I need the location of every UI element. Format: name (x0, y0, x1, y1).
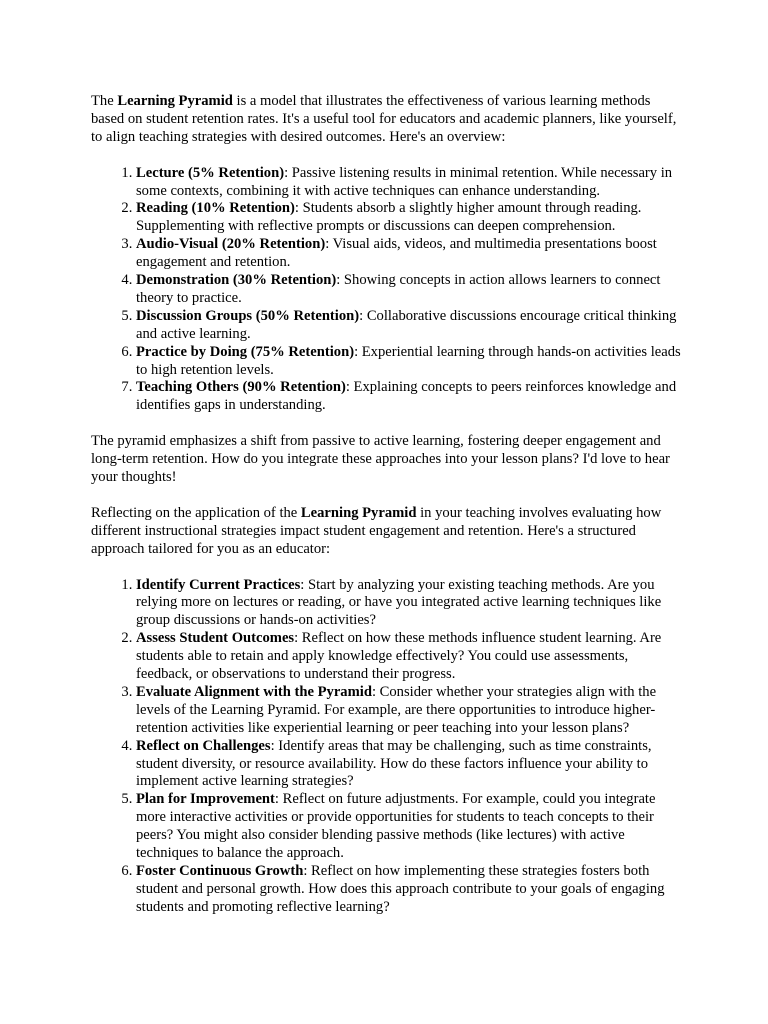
list-item: 2. Assess Student Outcomes: Reflect on how these methods influence student learning. Are students able to retain and apply knowledge effectively? You could use assessments, feedback, or observations to understand their progress. (136, 630, 682, 684)
list-item: 5. Discussion Groups (50% Retention): Collaborative discussions encourage critical thinking and active learning. (136, 308, 682, 344)
list-item: 3. Evaluate Alignment with the Pyramid: Consider whether your strategies align with the levels of the Learning Pyramid. For example, are there opportunities to introduce higher-retention activities like experiential learning or peer teaching into your lesson plans? (136, 684, 682, 738)
summary-paragraph: The pyramid emphasizes a shift from passive to active learning, fostering deeper engagement and long-term retention. How do you integrate these approaches into your lesson plans? I'd love to hear your thoughts! (91, 433, 670, 485)
list-item: 6. Practice by Doing (75% Retention): Experiential learning through hands-on activities leads to high retention levels. (136, 344, 682, 380)
intro-paragraph: The Learning Pyramid is a model that illustrates the effectiveness of various learning methods based on student retention rates. It's a useful tool for educators and academic planners, like yourself, to align teaching strategies with desired outcomes. Here's an overview: (91, 93, 677, 145)
list-item: 1. Lecture (5% Retention): Passive listening results in minimal retention. While necessary in some contexts, combining it with active techniques can enhance understanding. (136, 165, 682, 201)
list-item: 2. Reading (10% Retention): Students absorb a slightly higher amount through reading. Supplementing with reflective prompts or discussions can deepen comprehension. (136, 200, 682, 236)
list-item: 7. Teaching Others (90% Retention): Explaining concepts to peers reinforces knowledge and identifies gaps in understanding. (136, 379, 682, 415)
reflection-bold-term: Learning Pyramid (300, 504, 417, 521)
reflection-intro-paragraph: Reflecting on the application of the Learning Pyramid in your teaching involves evaluating how different instructional strategies impact student engagement and retention. Here's a structured approach tailored for you as an educator: (91, 504, 662, 557)
list-item: 6. Foster Continuous Growth: Reflect on how implementing these strategies fosters both student and personal growth. How does this approach contribute to your goals of engaging students and promoting reflective learning? (136, 863, 682, 917)
list-item: 5. Plan for Improvement: Reflect on future adjustments. For example, could you integrate more interactive activities or provide opportunities for students to teach concepts to their peers? You might also consider blending passive methods (like lectures) with active techniques to balance the approach. (136, 791, 682, 863)
reflection-list (91, 577, 682, 917)
list-item: 4. Reflect on Challenges: Identify areas that may be challenging, such as time constraints, student diversity, or resource availability. How do these factors influence your ability to implement active learning strategies? (136, 738, 682, 792)
intro-bold-term: Learning Pyramid (117, 93, 233, 109)
list-item: 1. Identify Current Practices: Start by analyzing your existing teaching methods. Are you relying more on lectures or reading, or have you integrated active learning techniques like group discussions or hands-on activities? (136, 577, 682, 631)
list-item: 3. Audio-Visual (20% Retention): Visual aids, videos, and multimedia presentations boost engagement and retention. (136, 236, 682, 272)
list-item: 4. Demonstration (30% Retention): Showing concepts in action allows learners to connect theory to practice. (136, 272, 682, 308)
pyramid-list (91, 165, 682, 416)
